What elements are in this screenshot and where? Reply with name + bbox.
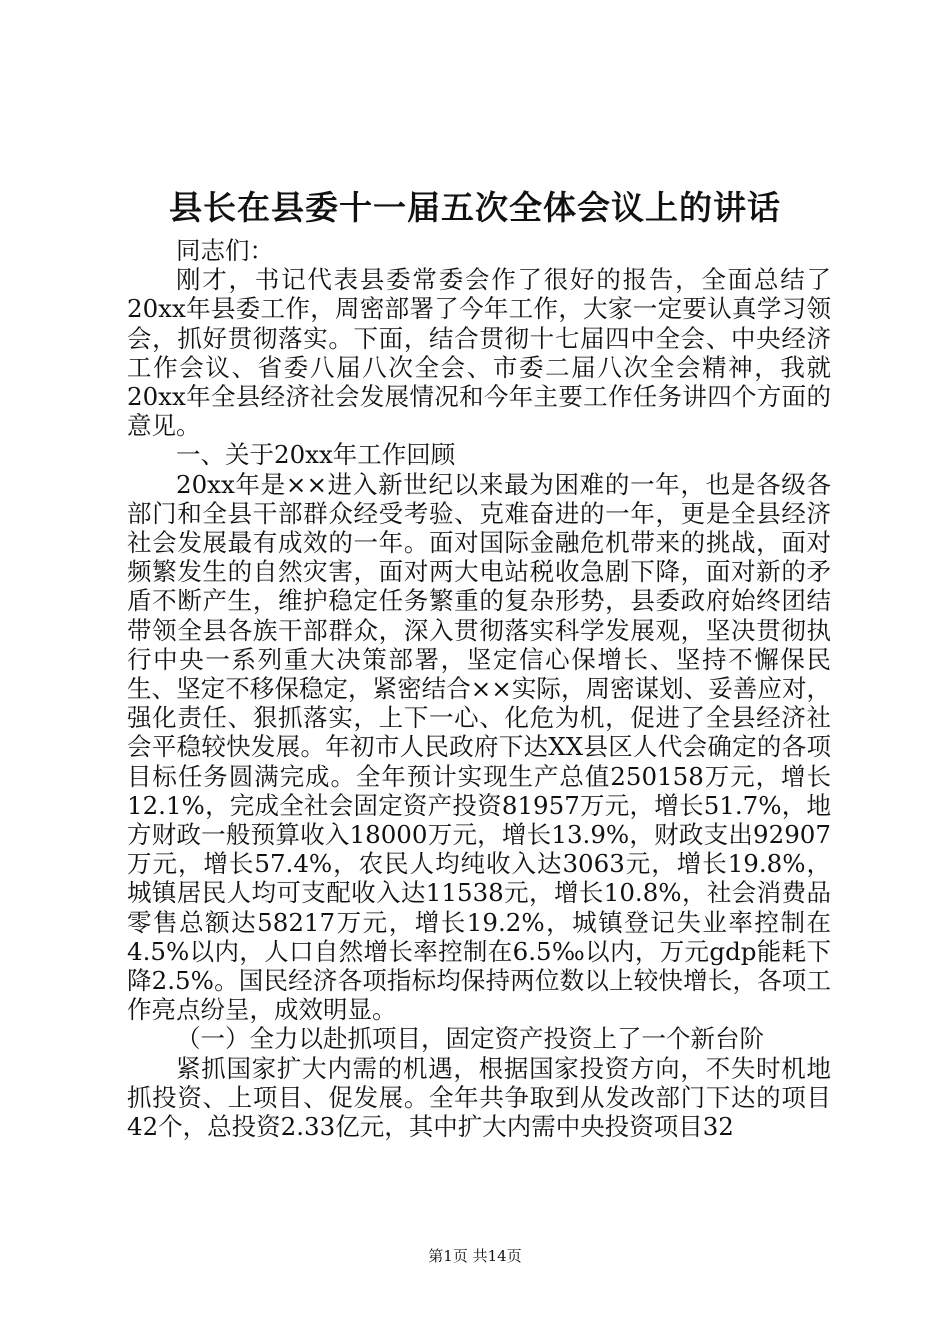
document-body bbox=[127, 236, 831, 1141]
intro-paragraph: 刚才，书记代表县委常委会作了很好的报告，全面总结了20xx年县委工作，周密部署了今年工作，大家一定要认真学习领会，抓好贯彻落实。下面，结合贯彻十七届四中全会、中央经济工作会议、省委八届八次全会、市委二届八次全会精神，我就20xx年全县经济社会发展情况和今年主要工作任务讲四个方面的意见。 bbox=[127, 265, 831, 441]
investment-paragraph: 紧抓国家扩大内需的机遇，根据国家投资方向，不失时机地抓投资、上项目、促发展。全年共争取到从发改部门下达的项目42个，总投资2.33亿元，其中扩大内需中央投资项目32 bbox=[127, 1053, 831, 1142]
review-paragraph: 20xx年是××进入新世纪以来最为困难的一年，也是各级各部门和全县干部群众经受考验、克难奋进的一年，更是全县经济社会发展最有成效的一年。面对国际金融危机带来的挑战，面对频繁发生的自然灾害，面对两大电站税收急剧下降，面对新的矛盾不断产生，维护稳定任务繁重的复杂形势，县委政府始终团结带领全县各族干部群众，深入贯彻落实科学发展观，坚决贯彻执行中央一系列重大决策部署，坚定信心保增长、坚持不懈保民生、坚定不移保稳定，紧密结合××实际，周密谋划、妥善应对，强化责任、狠抓落实，上下一心、化危为机，促进了全县经济社会平稳较快发展。年初市人民政府下达XX县区人代会确定的各项目标任务圆满完成。全年预计实现生产总值250158万元，增长12.1%，完成全社会固定资产投资81957万元，增长51.7%，地方财政一般预算收入18000万元，增长13.9%，财政支出92907万元，增长57.4%，农民人均纯收入达3063元，增长19.8%，城镇居民人均可支配收入达11538元，增长10.8%，社会消费品零售总额达58217万元，增长19.2%，城镇登记失业率控制在4.5%以内，人口自然增长率控制在6.5‰以内，万元gdp能耗下降2.5%。国民经济各项指标均保持两位数以上较快增长，各项工作亮点纷呈，成效明显。 bbox=[127, 469, 831, 1025]
subsection-heading: （一）全力以赴抓项目，固定资产投资上了一个新台阶 bbox=[176, 1024, 764, 1054]
page-number-footer: 第1页 共14页 bbox=[428, 1247, 522, 1265]
salutation-paragraph: 同志们： bbox=[176, 236, 274, 265]
section-heading: 一、关于20xx年工作回顾 bbox=[176, 440, 456, 470]
document-title: 县长在县委十一届五次全体会议上的讲话 bbox=[169, 188, 781, 227]
